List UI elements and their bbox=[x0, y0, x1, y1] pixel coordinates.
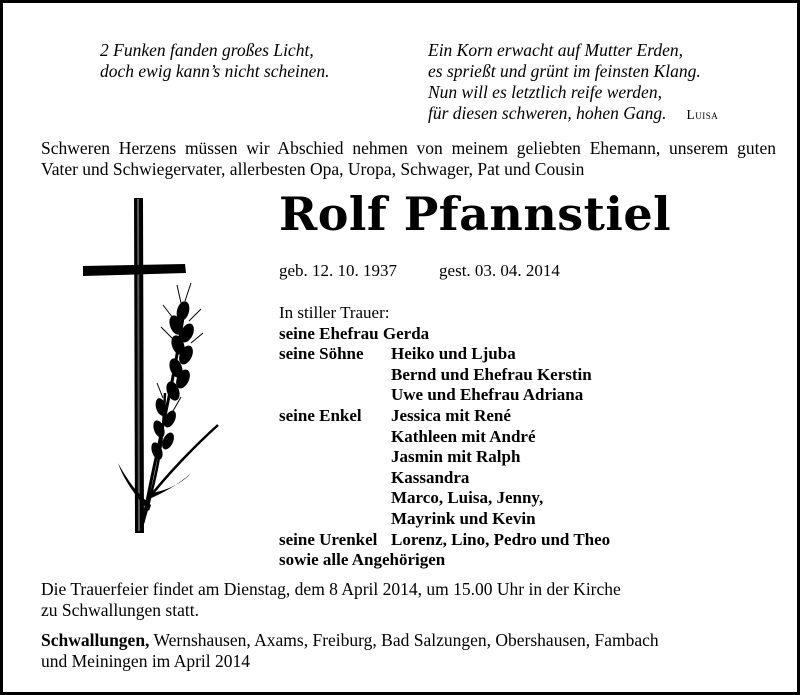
mourner-names: Kassandra bbox=[391, 467, 470, 487]
places-town: Schwallungen, bbox=[41, 630, 150, 650]
mourner-row bbox=[279, 344, 610, 365]
mourner-row bbox=[279, 509, 610, 530]
poem-right-line: Nun will es letztlich reife werden, bbox=[428, 82, 662, 102]
mourner-relation: seine Söhne bbox=[279, 344, 364, 364]
mourner-relation: seine Enkel bbox=[279, 405, 362, 425]
mourner-row bbox=[279, 385, 610, 406]
mourner-relation: seine Ehefrau Gerda bbox=[279, 323, 430, 343]
mourner-relation bbox=[279, 365, 391, 386]
poem-author: Luisa bbox=[686, 107, 719, 122]
mourner-names: Kathleen mit André bbox=[391, 426, 536, 446]
mourners-list bbox=[279, 303, 610, 571]
mourner-row bbox=[279, 427, 610, 448]
birth-date: geb. 12. 10. 1937 bbox=[279, 261, 398, 280]
mourner-relation: seine Urenkel bbox=[279, 529, 378, 549]
poem-right-line bbox=[428, 103, 718, 125]
cross-wheat-icon bbox=[73, 193, 233, 548]
places-line bbox=[41, 630, 659, 651]
mourner-relation bbox=[279, 468, 391, 489]
funeral-line: Die Trauerfeier findet am Dienstag, dem 8 April 2014, um 15.00 Uhr in der Kirche bbox=[41, 579, 621, 599]
mourner-relation bbox=[279, 488, 391, 509]
poem-right-line: Ein Korn erwacht auf Mutter Erden, bbox=[428, 40, 684, 60]
poem-left-line: doch ewig kann’s nicht scheinen. bbox=[100, 61, 330, 81]
life-dates bbox=[279, 261, 560, 281]
deceased-name: Rolf Pfannstiel bbox=[279, 187, 672, 241]
mourner-row bbox=[279, 447, 610, 468]
funeral-line: zu Schwallungen statt. bbox=[41, 600, 199, 620]
mourner-relation bbox=[279, 447, 391, 468]
mourner-names: Jessica mit René bbox=[391, 405, 511, 425]
mourning-label: In stiller Trauer: bbox=[279, 303, 390, 322]
mourner-relation bbox=[279, 509, 391, 530]
mourner-names: Bernd und Ehefrau Kerstin bbox=[391, 364, 592, 384]
mourner-row bbox=[279, 468, 610, 489]
mourner-row bbox=[279, 530, 610, 551]
death-date: gest. 03. 04. 2014 bbox=[439, 261, 560, 280]
poem-left bbox=[100, 40, 330, 82]
mourner-row bbox=[279, 550, 610, 571]
mourner-row bbox=[279, 488, 610, 509]
mourner-relation: sowie alle Angehörigen bbox=[279, 550, 446, 570]
poem-right-line-text: für diesen schweren, hohen Gang. bbox=[428, 103, 667, 123]
mourner-names: Heiko und Ljuba bbox=[391, 344, 516, 364]
funeral-info bbox=[41, 579, 621, 621]
mourner-names: Lorenz, Lino, Pedro und Theo bbox=[391, 529, 611, 549]
mourner-row bbox=[279, 365, 610, 386]
mourner-row bbox=[279, 406, 610, 427]
intro-line: Vater und Schwiegervater, allerbesten Opa, Uropa, Schwager, Pat und Cousin bbox=[41, 159, 585, 179]
poem-left-line: 2 Funken fanden großes Licht, bbox=[100, 40, 314, 60]
poem-right-line: es sprießt und grünt im feinsten Klang. bbox=[428, 61, 701, 81]
mourner-row bbox=[279, 324, 610, 345]
place-date-line bbox=[41, 630, 659, 672]
mourner-names: Uwe und Ehefrau Adriana bbox=[391, 385, 584, 405]
mourner-names: Jasmin mit Ralph bbox=[391, 447, 521, 467]
mourner-relation bbox=[279, 427, 391, 448]
mourner-names: Marco, Luisa, Jenny, bbox=[391, 488, 544, 508]
mourner-relation bbox=[279, 385, 391, 406]
places-line: und Meiningen im April 2014 bbox=[41, 651, 251, 671]
intro-line: Schweren Herzens müssen wir Abschied nehmen von meinem geliebten Ehemann, unserem guten bbox=[41, 138, 776, 158]
intro-text bbox=[41, 138, 776, 180]
mourner-names: Mayrink und Kevin bbox=[391, 508, 536, 528]
poem-right bbox=[428, 40, 718, 125]
places-rest: Wernshausen, Axams, Freiburg, Bad Salzungen, Obershausen, Fambach bbox=[149, 630, 659, 650]
